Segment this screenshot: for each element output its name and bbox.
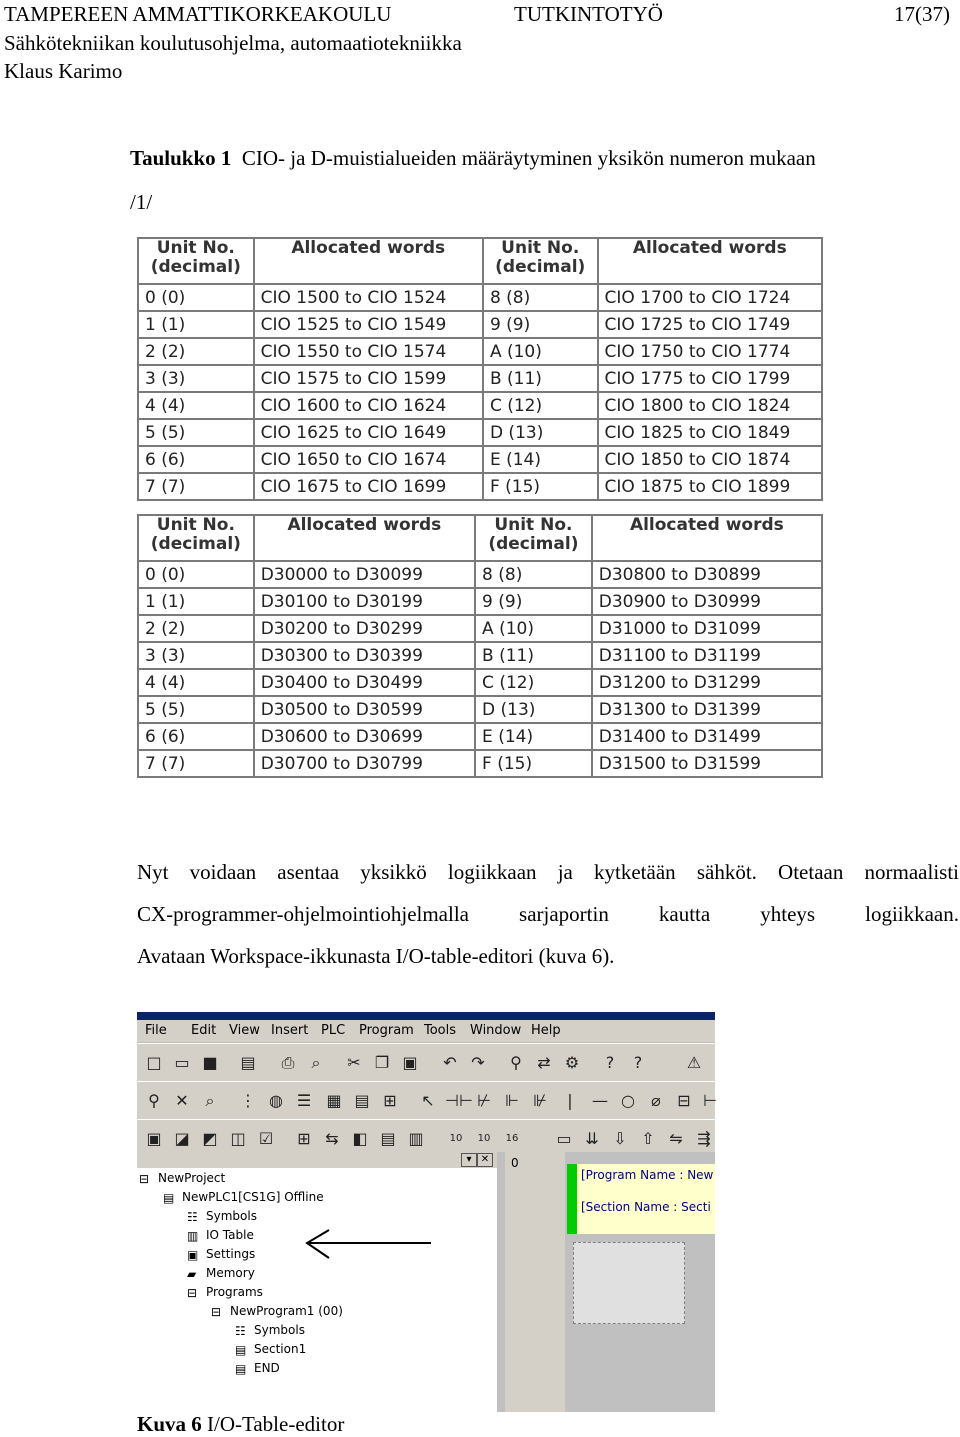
allocated-words-cell: CIO 1525 to CIO 1549	[254, 311, 483, 338]
table-row	[138, 338, 822, 365]
unit-no-cell: 3 (3)	[138, 642, 254, 669]
tree-node-end[interactable]	[235, 1361, 280, 1376]
tree-node-settings[interactable]	[187, 1247, 255, 1262]
allocated-words-cell: D31100 to D31199	[592, 642, 822, 669]
tree-label: NewProgram1 (00)	[230, 1304, 343, 1318]
memory-icon: ▰	[187, 1266, 197, 1281]
unit-no-cell: 5 (5)	[138, 696, 254, 723]
window-titlebar	[137, 1012, 715, 1020]
rung-number-column	[505, 1152, 565, 1412]
header-allocated-words: Allocated words	[598, 238, 822, 284]
save-icon[interactable]: ■	[202, 1053, 218, 1072]
tree-icon[interactable]: ⊞	[383, 1091, 397, 1110]
table-row	[138, 392, 822, 419]
output-icon[interactable]: ◪	[174, 1129, 190, 1148]
workspace-titlebar	[137, 1152, 497, 1168]
grid-icon[interactable]: ⋮	[240, 1091, 256, 1110]
open-icon[interactable]: ▭	[174, 1053, 190, 1072]
hex-display-icon[interactable]: 16	[505, 1133, 519, 1144]
unit-no-cell: F (15)	[475, 750, 592, 777]
unit-no-cell: 6 (6)	[138, 723, 254, 750]
page-header-line1	[4, 2, 950, 26]
close-icon[interactable]: ✕	[477, 1153, 493, 1167]
section-icon: ▤	[235, 1342, 247, 1357]
warning-icon[interactable]: ⚠	[686, 1053, 702, 1072]
header-allocated-words: Allocated words	[592, 515, 822, 561]
unit-no-cell: 8 (8)	[475, 561, 592, 588]
contact-nc-icon[interactable]: ⊬	[477, 1091, 491, 1110]
school-name: TAMPEREEN AMMATTIKORKEAKOULU	[4, 2, 392, 26]
symbols-icon: ☷	[187, 1209, 198, 1224]
cut-icon[interactable]: ✂	[347, 1053, 361, 1072]
allocated-words-cell: D30500 to D30599	[254, 696, 475, 723]
transfer-icon[interactable]: ⇊	[585, 1129, 599, 1148]
header-allocated-words: Allocated words	[254, 515, 475, 561]
contact-no-icon[interactable]: ⊣⊢	[445, 1091, 473, 1110]
zoom-icon[interactable]: ⌕	[205, 1091, 215, 1110]
zoom-icon[interactable]: ⌕	[311, 1053, 321, 1072]
tree-node-symbols[interactable]	[187, 1209, 257, 1224]
unit-no-cell: 1 (1)	[138, 588, 254, 615]
allocated-words-cell: CIO 1550 to CIO 1574	[254, 338, 483, 365]
allocated-words-cell: CIO 1625 to CIO 1649	[254, 419, 483, 446]
dropdown-icon[interactable]: ▾	[461, 1153, 477, 1167]
tree-node-project[interactable]	[139, 1171, 225, 1186]
copy-icon[interactable]: ❐	[374, 1053, 390, 1072]
settings-icon[interactable]: ⚙	[564, 1053, 580, 1072]
replace-icon[interactable]: ⇄	[537, 1053, 551, 1072]
allocated-words-cell: CIO 1750 to CIO 1774	[598, 338, 822, 365]
print-preview-icon[interactable]: ▤	[240, 1053, 256, 1072]
menu-view[interactable]: View	[229, 1023, 260, 1038]
unit-no-cell: 8 (8)	[483, 284, 598, 311]
tree-label: END	[254, 1361, 280, 1375]
table-row	[138, 669, 822, 696]
allocated-words-cell: CIO 1725 to CIO 1749	[598, 311, 822, 338]
allocated-words-cell: D30700 to D30799	[254, 750, 475, 777]
coil-nc-icon[interactable]: ⌀	[651, 1091, 661, 1110]
tree-label: Section1	[254, 1342, 307, 1356]
tree-node-section[interactable]	[235, 1342, 306, 1357]
programs-icon: ⊟	[187, 1285, 198, 1300]
unit-no-cell: 4 (4)	[138, 392, 254, 419]
unit-no-cell: B (11)	[475, 642, 592, 669]
tree-label: Symbols	[254, 1323, 305, 1337]
allocated-words-cell: D31400 to D31499	[592, 723, 822, 750]
table-row	[138, 419, 822, 446]
section-name-label: [Section Name : Secti	[581, 1200, 711, 1214]
monitor-icon[interactable]: ▦	[326, 1091, 342, 1110]
binary-icon[interactable]: ▥	[408, 1129, 424, 1148]
menu-tools[interactable]: Tools	[424, 1023, 457, 1038]
cio-allocation-table	[137, 237, 823, 501]
search-icon[interactable]: ⚲	[148, 1091, 160, 1110]
decimal-signed-icon[interactable]: 10	[477, 1133, 491, 1144]
menu-bar	[137, 1020, 715, 1042]
unit-no-cell: 7 (7)	[138, 473, 254, 500]
allocated-words-cell: CIO 1825 to CIO 1849	[598, 419, 822, 446]
allocated-words-cell: D30200 to D30299	[254, 615, 475, 642]
redo-icon[interactable]: ↷	[471, 1053, 485, 1072]
unit-no-cell: 4 (4)	[138, 669, 254, 696]
table-row	[138, 696, 822, 723]
tree-node-memory[interactable]	[187, 1266, 255, 1281]
menu-window[interactable]: Window	[470, 1023, 522, 1038]
select-icon[interactable]: ↖	[421, 1091, 435, 1110]
figure-caption	[137, 1412, 344, 1437]
unit-no-cell: 6 (6)	[138, 446, 254, 473]
header-unit-no: Unit No. (decimal)	[483, 238, 598, 284]
unit-no-cell: 2 (2)	[138, 615, 254, 642]
mnemonic-icon[interactable]: ▤	[380, 1129, 396, 1148]
settings-icon: ▣	[187, 1247, 199, 1262]
end-icon: ▤	[235, 1361, 247, 1376]
table-row	[138, 561, 822, 588]
expand-icon[interactable]: ⊟	[139, 1171, 150, 1186]
figure-caption-label: Kuva 6	[137, 1412, 202, 1436]
menu-file[interactable]: File	[145, 1023, 167, 1038]
table-icon[interactable]: ▤	[354, 1091, 370, 1110]
allocated-words-cell: D30000 to D30099	[254, 561, 475, 588]
header-unit-no: Unit No. (decimal)	[138, 515, 254, 561]
unit-no-cell: 9 (9)	[475, 588, 592, 615]
unit-no-cell: A (10)	[475, 615, 592, 642]
local-symbols-icon[interactable]: ⇆	[325, 1129, 339, 1148]
allocated-words-cell: D30800 to D30899	[592, 561, 822, 588]
menu-insert[interactable]: Insert	[271, 1023, 309, 1038]
table-row	[138, 615, 822, 642]
paragraph-line: CX-programmer-ohjelmointiohjelmalla sarjaportin kautta yhteys logiikkaan.	[137, 902, 959, 926]
allocated-words-cell: CIO 1700 to CIO 1724	[598, 284, 822, 311]
plc-icon: ▤	[163, 1190, 175, 1205]
page-number: 17(37)	[894, 2, 950, 26]
allocated-words-cell: CIO 1600 to CIO 1624	[254, 392, 483, 419]
allocated-words-cell: D30600 to D30699	[254, 723, 475, 750]
workspace-tree-pane	[137, 1152, 497, 1412]
unit-no-cell: A (10)	[483, 338, 598, 365]
unit-no-cell: E (14)	[483, 446, 598, 473]
online-icon[interactable]: ▭	[556, 1129, 572, 1148]
table-row	[138, 284, 822, 311]
instruction-icon[interactable]: ⊟	[677, 1091, 691, 1110]
or-nc-icon[interactable]: ⊮	[533, 1091, 547, 1110]
program-icon: ⊟	[211, 1304, 222, 1319]
vertical-line-icon[interactable]: |	[567, 1091, 573, 1110]
tree-node-plc[interactable]	[163, 1190, 324, 1205]
unit-no-cell: 9 (9)	[483, 311, 598, 338]
context-help-icon[interactable]: ?	[633, 1053, 643, 1072]
tree-node-programs[interactable]	[187, 1285, 263, 1300]
table-row	[138, 750, 822, 777]
allocated-words-cell: D30300 to D30399	[254, 642, 475, 669]
tree-node-io-table[interactable]	[187, 1228, 254, 1243]
upload-icon[interactable]: ⇧	[641, 1129, 655, 1148]
diagram-toolbar	[137, 1081, 715, 1121]
unit-no-cell: B (11)	[483, 365, 598, 392]
program-header-block	[567, 1164, 715, 1234]
paste-icon[interactable]: ▣	[402, 1053, 418, 1072]
cx-programmer-screenshot	[137, 1012, 715, 1412]
symbols-icon: ☷	[235, 1323, 246, 1338]
allocated-words-cell: CIO 1875 to CIO 1899	[598, 473, 822, 500]
unit-no-cell: F (15)	[483, 473, 598, 500]
tree-label: Memory	[206, 1266, 255, 1280]
print-icon[interactable]: ⎙	[281, 1053, 295, 1072]
table-row	[138, 588, 822, 615]
allocated-words-cell: D31300 to D31399	[592, 696, 822, 723]
allocated-words-cell: CIO 1850 to CIO 1874	[598, 446, 822, 473]
menu-plc[interactable]: PLC	[321, 1023, 346, 1038]
io-table-icon: ▥	[187, 1228, 199, 1243]
header-allocated-words: Allocated words	[254, 238, 483, 284]
table-reference: /1/	[130, 190, 153, 214]
allocated-words-cell: CIO 1650 to CIO 1674	[254, 446, 483, 473]
unit-no-cell: D (13)	[475, 696, 592, 723]
comment-icon[interactable]: ◍	[269, 1091, 283, 1110]
list-icon[interactable]: ☰	[296, 1091, 312, 1110]
pointer-arrow	[303, 1230, 435, 1260]
allocated-words-cell: CIO 1800 to CIO 1824	[598, 392, 822, 419]
tree-label: Programs	[206, 1285, 263, 1299]
horizontal-line-icon[interactable]: —	[592, 1091, 608, 1110]
table-row	[138, 365, 822, 392]
table-row	[138, 311, 822, 338]
paragraph-line: Avataan Workspace-ikkunasta I/O-table-editori (kuva 6).	[137, 944, 615, 968]
table-header-row	[138, 515, 822, 561]
tree-label: Symbols	[206, 1209, 257, 1223]
standard-toolbar	[137, 1043, 715, 1083]
menu-program[interactable]: Program	[359, 1023, 414, 1038]
cursor-cell[interactable]	[573, 1242, 685, 1324]
protect-icon[interactable]: ⇶	[697, 1129, 711, 1148]
tree-label: IO Table	[206, 1228, 254, 1242]
unit-no-cell: 1 (1)	[138, 311, 254, 338]
cross-ref-icon[interactable]: ⊞	[297, 1129, 311, 1148]
allocated-words-cell: D30400 to D30499	[254, 669, 475, 696]
tree-node-program[interactable]	[211, 1304, 343, 1319]
menu-help[interactable]: Help	[531, 1023, 561, 1038]
table-row	[138, 446, 822, 473]
table-caption-label: Taulukko 1	[130, 146, 232, 170]
or-contact-icon[interactable]: ⊩	[505, 1091, 519, 1110]
coil-icon[interactable]: ○	[621, 1091, 635, 1110]
unit-no-cell: C (12)	[475, 669, 592, 696]
properties-icon[interactable]: ☑	[258, 1129, 274, 1148]
allocated-words-cell: D31000 to D31099	[592, 615, 822, 642]
ladder-icon[interactable]: ◧	[352, 1129, 368, 1148]
compare-icon[interactable]: ⇋	[669, 1129, 683, 1148]
ladder-editor-pane	[497, 1152, 715, 1412]
program-name: Sähkötekniikan koulutusohjelma, automaatiotekniikka	[4, 31, 462, 55]
unit-no-cell: 7 (7)	[138, 750, 254, 777]
find-icon[interactable]: ⚲	[510, 1053, 522, 1072]
tree-label: NewProject	[158, 1171, 226, 1185]
allocated-words-cell: D31200 to D31299	[592, 669, 822, 696]
d-allocation-table	[137, 514, 823, 778]
header-unit-no: Unit No. (decimal)	[138, 238, 254, 284]
table-caption	[130, 146, 816, 171]
allocated-words-cell: CIO 1575 to CIO 1599	[254, 365, 483, 392]
unit-no-cell: 5 (5)	[138, 419, 254, 446]
table-header-row	[138, 238, 822, 284]
help-icon[interactable]: ?	[605, 1053, 615, 1072]
tree-label: Settings	[206, 1247, 256, 1261]
tree-node-program-symbols[interactable]	[235, 1323, 305, 1338]
table-row	[138, 473, 822, 500]
unit-no-cell: 2 (2)	[138, 338, 254, 365]
figure-caption-text: I/O-Table-editor	[207, 1412, 345, 1436]
allocated-words-cell: D31500 to D31599	[592, 750, 822, 777]
unit-no-cell: 3 (3)	[138, 365, 254, 392]
allocated-words-cell: CIO 1500 to CIO 1524	[254, 284, 483, 311]
tools-icon[interactable]: ✕	[175, 1091, 189, 1110]
paragraph-line: Nyt voidaan asentaa yksikkö logiikkaan ja kytketään sähköt. Otetaan normaalisti	[137, 860, 959, 884]
menu-edit[interactable]: Edit	[191, 1023, 217, 1038]
doc-type: TUTKINTOTYÖ	[514, 2, 663, 26]
download-icon[interactable]: ⇩	[613, 1129, 627, 1148]
unit-no-cell: D (13)	[483, 419, 598, 446]
allocated-words-cell: CIO 1675 to CIO 1699	[254, 473, 483, 500]
address-icon[interactable]: ◫	[230, 1129, 246, 1148]
table-caption-text: CIO- ja D-muistialueiden määräytyminen yksikön numeron mukaan	[241, 146, 816, 170]
author-name: Klaus Karimo	[4, 59, 123, 83]
new-line-icon[interactable]: ⊢	[703, 1091, 717, 1110]
table-row	[138, 723, 822, 750]
unit-no-cell: C (12)	[483, 392, 598, 419]
body-paragraph	[137, 851, 959, 977]
allocated-words-cell: CIO 1775 to CIO 1799	[598, 365, 822, 392]
table-row	[138, 642, 822, 669]
unit-no-cell: E (14)	[475, 723, 592, 750]
workspace-icon[interactable]: ▣	[146, 1129, 162, 1148]
allocated-words-cell: D30100 to D30199	[254, 588, 475, 615]
undo-icon[interactable]: ↶	[443, 1053, 457, 1072]
tree-label: NewPLC1[CS1G] Offline	[182, 1190, 324, 1204]
watch-icon[interactable]: ◩	[202, 1129, 218, 1148]
allocated-words-cell: D30900 to D30999	[592, 588, 822, 615]
decimal-display-icon[interactable]: 10	[449, 1133, 463, 1144]
header-unit-no: Unit No. (decimal)	[475, 515, 592, 561]
rung-number: 0	[511, 1156, 519, 1170]
unit-no-cell: 0 (0)	[138, 284, 254, 311]
program-name-label: [Program Name : New	[581, 1168, 714, 1182]
unit-no-cell: 0 (0)	[138, 561, 254, 588]
new-icon[interactable]: □	[146, 1053, 162, 1072]
